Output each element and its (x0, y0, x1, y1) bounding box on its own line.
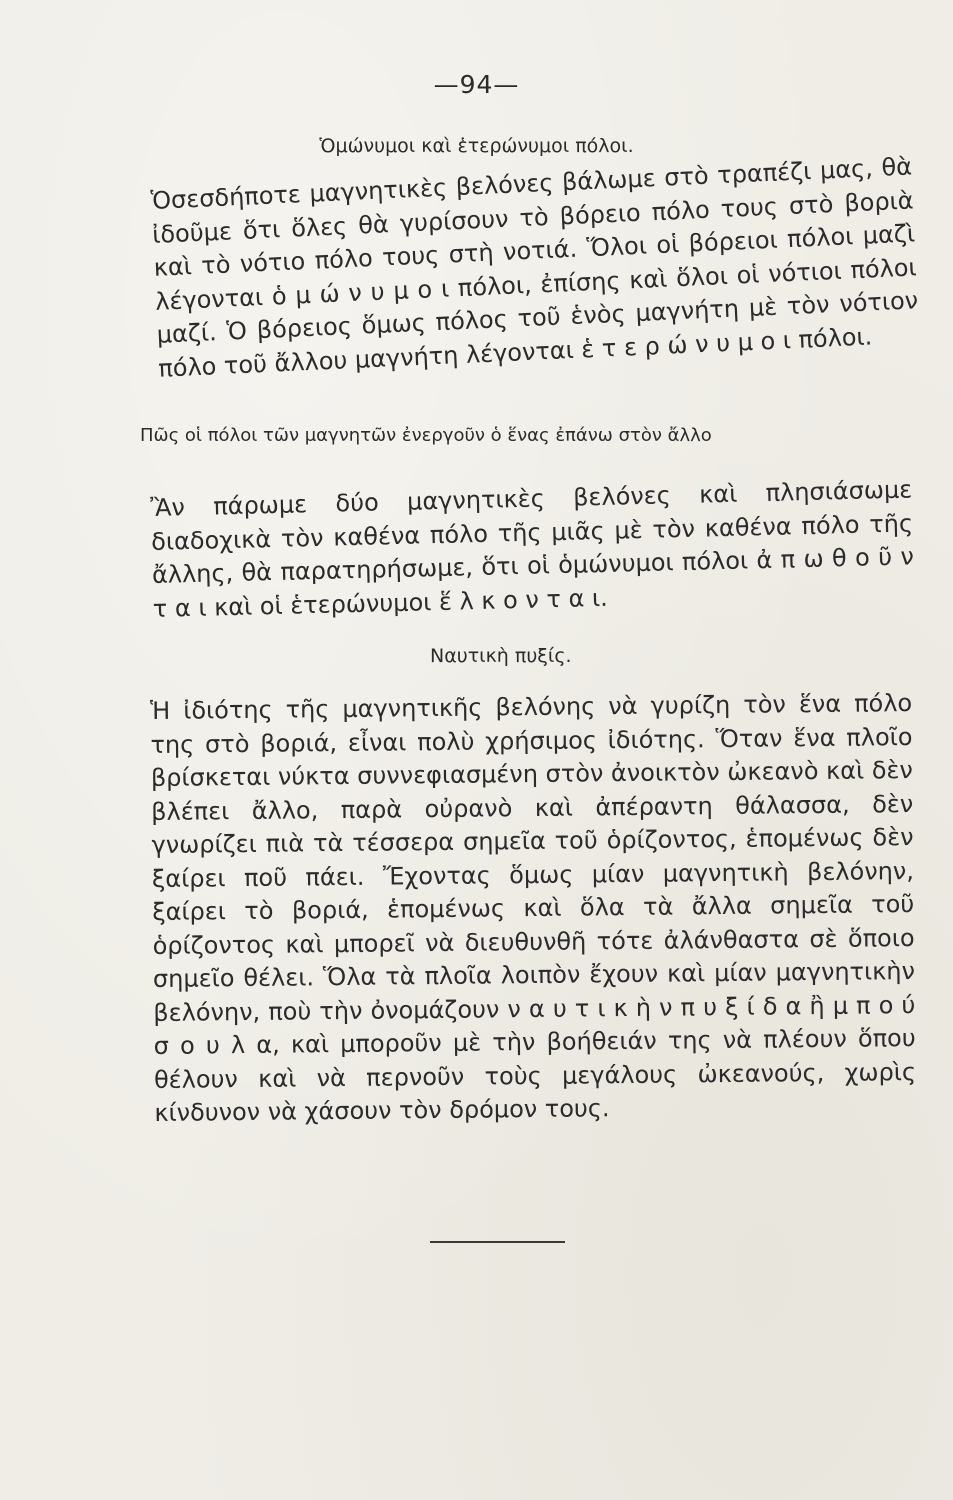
section-paragraph-nautical-compass: Ἡ ἰδιότης τῆς μαγνητικῆς βελόνης νὰ γυρίζη τὸν ἕνα πόλο της στὸ βοριά, εἶναι πολὺ χρήσιμος ἰδιότης. Ὅταν ἕνα πλοῖο βρίσκεται νύκτα συννεφιασμένη στὸν ἀνοικτὸν ὠκεανὸ καὶ δὲν βλέπει ἄλλο, παρὰ οὐρανὸ καὶ ἀπέραντη θάλασσα, δὲν γνωρίζει πιὰ τὰ τέσσερα σημεῖα τοῦ ὁρίζοντος, ἑπομένως δὲν ξαίρει ποῦ πάει. Ἔχοντας ὅμως μίαν μαγνητικὴ βελόνην, ξαίρει τὸ βοριά, ἑπομένως καὶ ὅλα τὰ ἄλλα σημεῖα τοῦ ὁρίζοντος καὶ μπορεῖ νὰ διευθυνθῆ τότε ἀλάνθαστα σὲ ὅποιο σημεῖο θέλει. Ὅλα τὰ πλοῖα λοιπὸν ἔχουν καὶ μίαν μαγνητικὴν βελόνην, ποὺ τὴν ὀνομάζουν ν α υ τ ι κ ὴ ν π υ ξ ί δ α ἢ μ π ο ύ σ ο υ λ α, καὶ μποροῦν μὲ τὴν βοήθειάν της νὰ πλέουν ὅπου θέλουν καὶ νὰ περνοῦν τοὺς μεγάλους ὠκεανούς, χωρὶς κίνδυνον νὰ χάσουν τὸν δρόμον τους. (150, 689, 917, 1127)
end-rule-divider (430, 1241, 565, 1243)
section-heading-pole-interaction: Πῶς οἱ πόλοι τῶν μαγνητῶν ἐνεργοῦν ὁ ἕνας ἐπάνω στὸν ἄλλο (140, 425, 712, 446)
section-heading-nautical-compass: Ναυτικὴ πυξίς. (430, 645, 572, 667)
section-heading-homonymous-poles: Ὁμώνυμοι καὶ ἑτερώνυμοι πόλοι. (319, 135, 634, 157)
page-number: —94— (433, 70, 520, 99)
section-paragraph-homonymous-poles: Ὁσεσδήποτε μαγνητικὲς βελόνες βάλωμε στὸ τραπέζι μας, θὰ ἰδοῦμε ὅτι ὅλες θὰ γυρίσουν τὸ βόρειο πόλο τους στὸ βοριὰ καὶ τὸ νότιο πόλο τους στὴ νοτιά. Ὅλοι οἱ βόρειοι πόλοι μαζὶ λέγονται ὁ μ ώ ν υ μ ο ι πόλοι, ἐπίσης καὶ ὅλοι οἱ νότιοι πόλοι μαζί. Ὁ βόρειος ὅμως πόλος τοῦ ἑνὸς μαγνήτη μὲ τὸν νότιον πόλο τοῦ ἄλλου μαγνήτη λέγονται ἑ τ ε ρ ώ ν υ μ ο ι πόλοι. (150, 152, 919, 383)
section-paragraph-pole-interaction: Ἂν πάρωμε δύο μαγνητικὲς βελόνες καὶ πλησιάσωμε διαδοχικὰ τὸν καθένα πόλο τῆς μιᾶς μὲ τὸν καθένα πόλο τῆς ἄλλης, θὰ παρατηρήσωμε, ὅτι οἱ ὁμώνυμοι πόλοι ἀ π ω θ ο ῦ ν τ α ι καὶ οἱ ἑτερώνυμοι ἕ λ κ ο ν τ α ι. (150, 475, 915, 623)
